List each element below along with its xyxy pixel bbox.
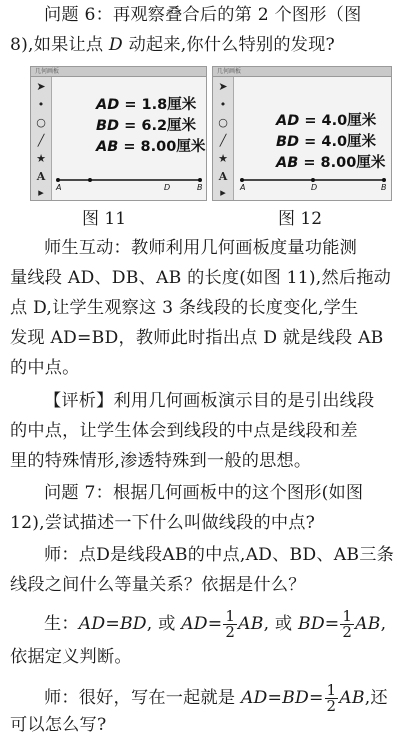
fraction-one-half: $\frac{1}{2}$ (342, 607, 353, 641)
problem6-line1: 问题 6：再观察叠合后的第 2 个图形（图 (44, 5, 362, 25)
problem6-paragraph (10, 0, 394, 60)
problem7-line1: 问题 7：根据几何画板中的这个图形(如图 (44, 483, 364, 503)
interaction-line5: 的中点。 (10, 358, 80, 378)
line-tool-icon: ╱ (219, 134, 227, 147)
student-line1: 生：AD=BD, 或 AD= $\frac{1}{2}$ AB, 或 BD= $\frac{1}{2}$ AB, (44, 607, 387, 641)
problem6-line2 (10, 30, 394, 60)
point-b-label: B (197, 183, 203, 192)
polygon-tool-icon: ★ (36, 152, 46, 165)
polygon-tool-icon: ★ (218, 152, 228, 165)
teacher2-line2: 可以怎么写? (10, 715, 107, 735)
arrow-tool-icon: ➤ (36, 80, 46, 93)
line-tool-icon: ╱ (37, 134, 45, 147)
circle-tool-icon: ○ (36, 116, 46, 129)
interaction-line4: 发现 AD=BD，教师此时指出点 D 就是线段 AB (10, 328, 384, 348)
teacher-question-paragraph (10, 540, 394, 600)
point-d-label: D (311, 183, 318, 192)
figure12-canvas (234, 77, 391, 200)
segment-ab-drawing (52, 77, 206, 200)
point-d-label: D (164, 183, 171, 192)
measurement-ab: AB = 8.00厘米 (96, 139, 206, 155)
text-tool-icon: A (218, 170, 228, 183)
comment-line2: 的中点，让学生体会到线段的中点是线段和差 (10, 421, 358, 441)
figure12-titlebar: 几何画板 (213, 67, 391, 77)
comment-line3: 里的特殊情形,渗透特殊到一般的思想。 (10, 451, 312, 471)
teacher-response-paragraph (10, 680, 394, 740)
problem7-paragraph (10, 478, 394, 538)
comment-paragraph (10, 386, 394, 476)
circle-tool-icon: ○ (218, 116, 228, 129)
figure12-toolbar (213, 77, 234, 200)
interaction-line2: 量线段 AD、DB、AB 的长度(如图 11),然后拖动 (10, 268, 392, 288)
segment-ab-drawing (234, 77, 391, 200)
comment-line1: 【评析】利用几何画板演示目的是引出线段 (44, 391, 375, 411)
custom-tool-icon: ▸ (220, 186, 226, 199)
teacher2-line1: 师：很好，写在一起就是 AD=BD= $\frac{1}{2}$ AB,还 (44, 681, 388, 715)
figure12-caption: 图 12 (278, 209, 323, 229)
measurement-bd: BD = 6.2厘米 (96, 118, 197, 134)
teacher1-line1: 师：点D是线段AB的中点,AD、BD、AB三条 (44, 545, 394, 565)
measurement-ad: AD = 1.8厘米 (96, 97, 197, 113)
interaction-paragraph (10, 233, 394, 383)
figure11-canvas (52, 77, 206, 200)
measurement-ab: AB = 8.00厘米 (276, 155, 386, 171)
point-tool-icon: • (37, 98, 45, 111)
fraction-one-half: $\frac{1}{2}$ (326, 681, 337, 715)
problem6-text-a: 8),如果让点 (10, 35, 109, 55)
interaction-line3: 点 D,让学生观察这 3 条线段的长度变化,学生 (10, 298, 359, 318)
figure11-toolbar (31, 77, 52, 200)
figure11-titlebar: 几何画板 (31, 67, 206, 77)
measurement-bd: BD = 4.0厘米 (276, 134, 377, 150)
figure11-caption: 图 11 (82, 209, 127, 229)
figure11-screenshot (30, 66, 207, 201)
point-a-label: A (56, 183, 62, 192)
arrow-tool-icon: ➤ (218, 80, 228, 93)
fraction-one-half: $\frac{1}{2}$ (225, 607, 236, 641)
point-a-label: A (240, 183, 246, 192)
measurement-ad: AD = 4.0厘米 (276, 113, 377, 129)
custom-tool-icon: ▸ (38, 186, 44, 199)
figure12-screenshot (212, 66, 392, 201)
problem6-text-b: 动起来,你什么特别的发现? (122, 35, 335, 55)
point-tool-icon: • (219, 98, 227, 111)
student-line2: 依据定义判断。 (10, 647, 132, 667)
interaction-line1: 师生互动：教师利用几何画板度量功能测 (44, 238, 357, 258)
point-d-var: D (108, 35, 123, 55)
student-answer-paragraph (10, 606, 394, 672)
problem7-line2: 12),尝试描述一下什么叫做线段的中点? (10, 513, 316, 533)
text-tool-icon: A (36, 170, 46, 183)
point-b-label: B (381, 183, 387, 192)
teacher1-line2: 线段之间什么等量关系？依据是什么？ (10, 575, 306, 595)
